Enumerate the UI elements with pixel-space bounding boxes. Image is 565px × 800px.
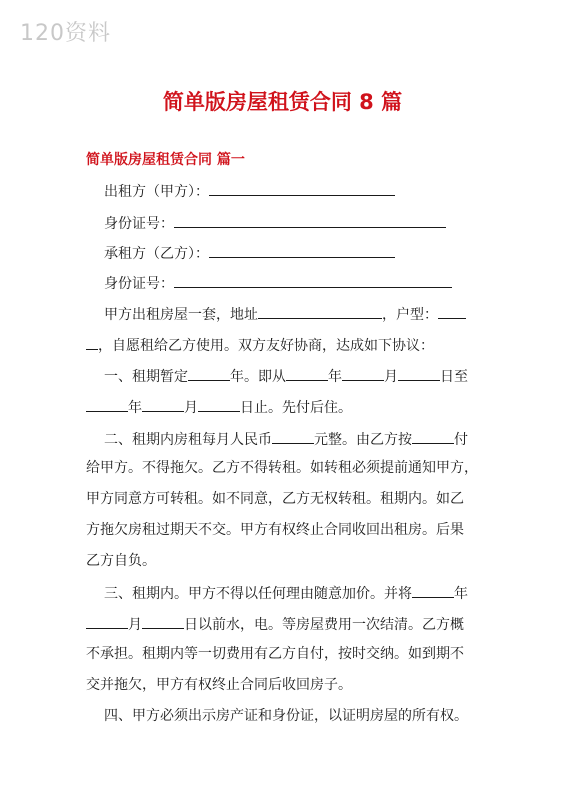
clause-1-line: 一、租期暂定 年。即从 年 月 日至 bbox=[104, 365, 468, 387]
lessor-line: 出租方（甲方）： bbox=[104, 180, 395, 202]
blank-field[interactable] bbox=[272, 428, 314, 444]
section-title: 简单版房屋租赁合同 篇一 bbox=[86, 152, 245, 168]
clause-1-line: 年 月 日止。先付后住。 bbox=[86, 396, 352, 418]
blank-field[interactable] bbox=[86, 396, 128, 412]
lessee-line: 承租方（乙方）： bbox=[104, 242, 395, 264]
blank-field[interactable] bbox=[258, 303, 382, 319]
blank-field[interactable] bbox=[188, 365, 230, 381]
blank-field[interactable] bbox=[174, 272, 452, 288]
clause-2-line: 给甲方。不得拖欠。乙方不得转租。如转租必须提前通知甲方， bbox=[86, 460, 478, 476]
clause-2-line: 乙方自负。 bbox=[86, 553, 156, 569]
watermark-logo: 120资料 bbox=[20, 21, 111, 46]
blank-field[interactable] bbox=[398, 365, 440, 381]
document-title: 简单版房屋租赁合同 8 篇 bbox=[162, 90, 403, 114]
blank-field[interactable] bbox=[86, 613, 128, 629]
blank-field[interactable] bbox=[412, 428, 454, 444]
clause-2-line: 甲方同意方可转租。如不同意，乙方无权转租。租期内。如乙 bbox=[86, 491, 464, 507]
blank-field[interactable] bbox=[142, 613, 184, 629]
clause-3-line: 不承担。租期内等一切费用有乙方自付，按时交纳。如到期不 bbox=[86, 646, 464, 662]
clause-3-line: 月 日以前水，电。等房屋费用一次结清。乙方概 bbox=[86, 613, 464, 635]
lessee-id-line: 身份证号： bbox=[104, 272, 452, 294]
clause-3-line: 交并拖欠，甲方有权终止合同后收回房子。 bbox=[86, 677, 352, 693]
clause-2-line: 二、租期内房租每月人民币 元整。由乙方按 付 bbox=[104, 428, 468, 450]
blank-field[interactable] bbox=[209, 242, 395, 258]
blank-field[interactable] bbox=[342, 365, 384, 381]
blank-field[interactable] bbox=[438, 303, 466, 319]
paragraph-line: ，自愿租给乙方使用。双方友好协商，达成如下协议： bbox=[86, 334, 434, 356]
paragraph-line: 甲方出租房屋一套，地址 ，户型： bbox=[104, 303, 466, 325]
blank-field[interactable] bbox=[412, 582, 454, 598]
blank-field[interactable] bbox=[286, 365, 328, 381]
blank-field[interactable] bbox=[174, 212, 446, 228]
clause-3-line: 三、租期内。甲方不得以任何理由随意加价。并将 年 bbox=[104, 582, 468, 604]
clause-2-line: 方拖欠房租过期天不交。甲方有权终止合同收回出租房。后果 bbox=[86, 522, 464, 538]
blank-field[interactable] bbox=[209, 180, 395, 196]
clause-4-line: 四、甲方必须出示房产证和身份证，以证明房屋的所有权。 bbox=[104, 708, 468, 724]
blank-field[interactable] bbox=[86, 334, 98, 350]
lessor-id-line: 身份证号： bbox=[104, 212, 446, 234]
blank-field[interactable] bbox=[142, 396, 184, 412]
blank-field[interactable] bbox=[198, 396, 240, 412]
